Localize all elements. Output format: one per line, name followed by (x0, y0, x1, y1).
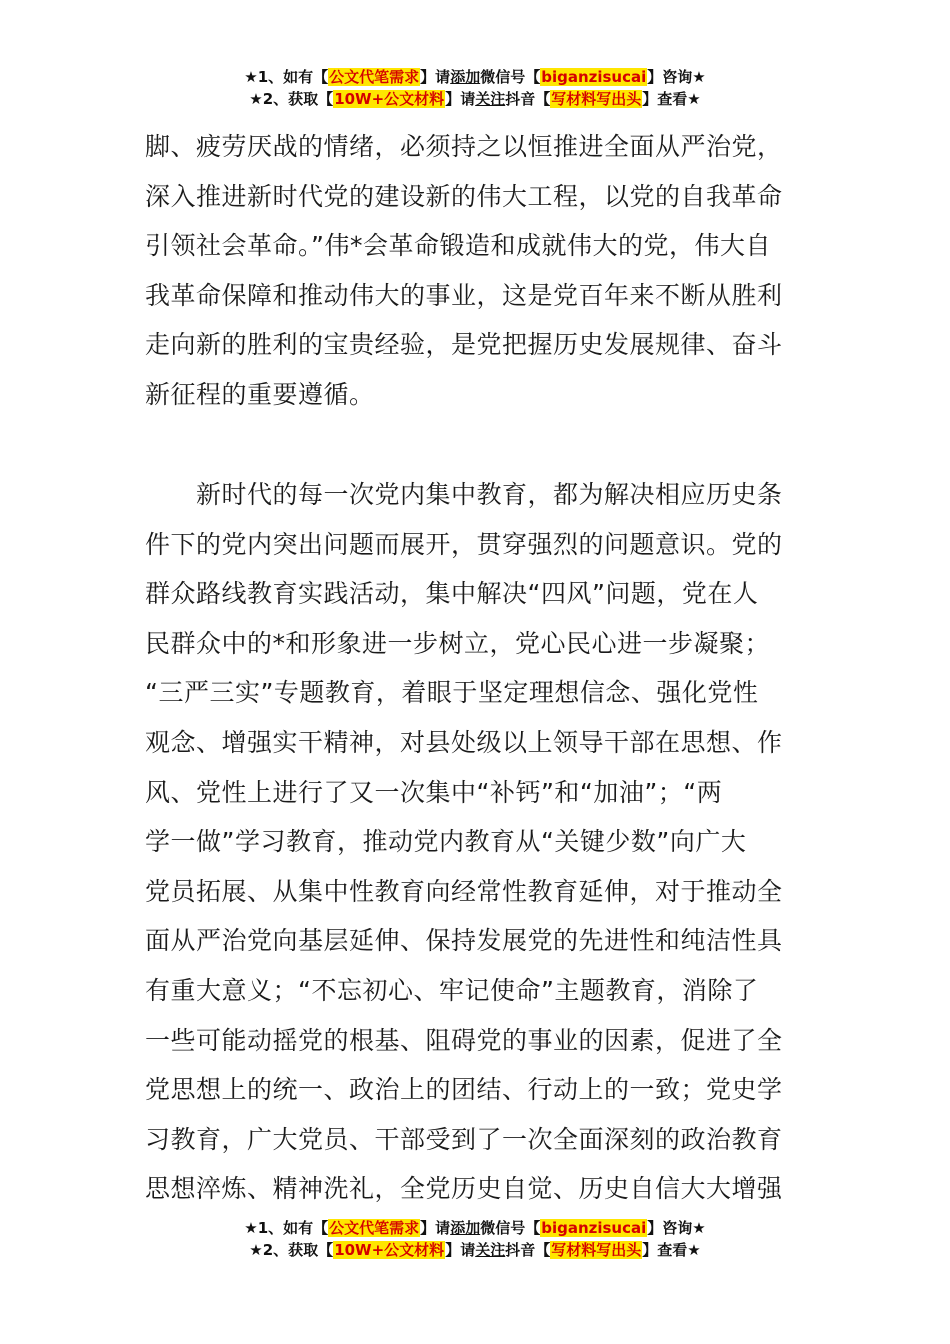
banner-text: 】查看★ (642, 1241, 701, 1259)
banner-underlined-text: 关注 (475, 1241, 506, 1259)
banner-text: 】请 (420, 68, 451, 86)
highlight-materials: 10W+公文材料 (334, 1241, 445, 1259)
text-line: 党思想上的统一、政治上的团结、行动上的一致；党史学 (145, 1075, 783, 1105)
text-line: 件下的党内突出问题而展开，贯穿强烈的问题意识。党的 (145, 529, 783, 559)
text-line: 面从严治党向基层延伸、保持发展党的先进性和纯洁性具 (145, 926, 783, 956)
banner-text: 】请 (445, 90, 476, 108)
banner-underlined-text: 添加 (450, 68, 481, 86)
paragraph-2 (145, 470, 810, 1214)
paragraph-1 (145, 122, 810, 420)
text-line: 引领社会革命。”伟*会革命锻造和成就伟大的党，伟大自 (145, 231, 771, 261)
banner-text: 】咨询★ (647, 1219, 706, 1237)
highlight-service: 公文代笔需求 (329, 68, 420, 86)
banner-text: ★1、如有【 (244, 1219, 329, 1237)
highlight-douyin-account: 写材料写出头 (551, 1241, 642, 1259)
banner-text: 】咨询★ (647, 68, 706, 86)
banner-text: 抖音【 (505, 1241, 551, 1259)
highlight-wechat-id: biganzisucai (541, 1219, 647, 1237)
text-line: 群众路线教育实践活动，集中解决“四风”问题，党在人 (145, 579, 759, 609)
text-line: 民群众中的*和形象进一步树立，党心民心进一步凝聚； (145, 628, 771, 658)
text-line: 新时代的每一次党内集中教育，都为解决相应历史条 (145, 480, 783, 509)
text-line: 风、党性上进行了又一次集中“补钙”和“加油”；“两 (145, 777, 723, 807)
banner-line-1 (0, 66, 950, 88)
banner-line-2 (0, 88, 950, 110)
text-line: 观念、增强实干精神，对县处级以上领导干部在思想、作 (145, 727, 783, 757)
text-line: 脚、疲劳厌战的情绪，必须持之以恒推进全面从严治党， (145, 132, 783, 161)
highlight-wechat-id: biganzisucai (541, 68, 647, 86)
banner-text: 抖音【 (505, 90, 551, 108)
footer-banner (0, 1217, 950, 1261)
highlight-douyin-account: 写材料写出头 (551, 90, 642, 108)
text-line: 走向新的胜利的宝贵经验，是党把握历史发展规律、奋斗 (145, 330, 783, 360)
text-line: 我革命保障和推动伟大的事业，这是党百年来不断从胜利 (145, 280, 783, 310)
text-line: 新征程的重要遵循。 (145, 379, 375, 409)
banner-text: ★2、获取【 (249, 1241, 334, 1259)
highlight-materials: 10W+公文材料 (334, 90, 445, 108)
banner-text: 】请 (420, 1219, 451, 1237)
text-line: 党员拓展、从集中性教育向经常性教育延伸，对于推动全 (145, 876, 783, 906)
banner-underlined-text: 关注 (475, 90, 506, 108)
banner-text: 微信号【 (480, 68, 541, 86)
banner-underlined-text: 添加 (450, 1219, 481, 1237)
banner-text: 微信号【 (480, 1219, 541, 1237)
highlight-service: 公文代笔需求 (329, 1219, 420, 1237)
banner-text: ★1、如有【 (244, 68, 329, 86)
banner-line-1 (0, 1217, 950, 1239)
text-line: 习教育，广大党员、干部受到了一次全面深刻的政治教育 (145, 1124, 783, 1154)
banner-line-2 (0, 1239, 950, 1261)
text-line: 一些可能动摇党的根基、阻碍党的事业的因素，促进了全 (145, 1025, 783, 1055)
text-line: “三严三实”专题教育，着眼于坚定理想信念、强化党性 (145, 678, 759, 708)
banner-text: ★2、获取【 (249, 90, 334, 108)
banner-text: 】查看★ (642, 90, 701, 108)
text-line: 深入推进新时代党的建设新的伟大工程，以党的自我革命 (145, 181, 783, 211)
header-banner (0, 66, 950, 110)
text-line: 学一做”学习教育，推动党内教育从“关键少数”向广大 (145, 827, 747, 857)
text-line: 有重大意义；“不忘初心、牢记使命”主题教育，消除了 (145, 975, 759, 1005)
banner-text: 】请 (445, 1241, 476, 1259)
text-line: 思想淬炼、精神洗礼，全党历史自觉、历史自信大大增强 (145, 1174, 783, 1204)
